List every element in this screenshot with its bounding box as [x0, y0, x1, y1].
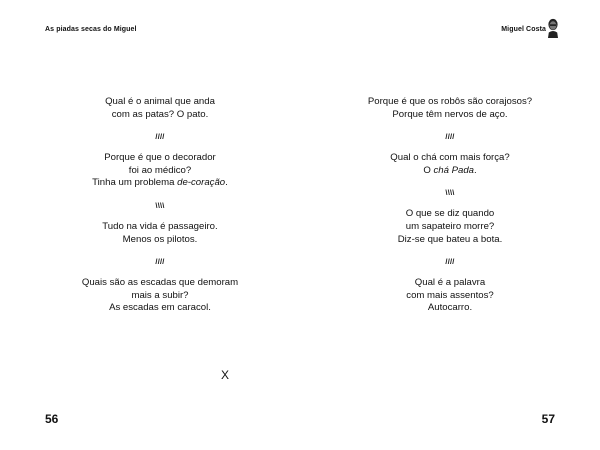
joke-line: [10, 302, 310, 315]
joke-text: com mais assentos?: [406, 289, 494, 301]
joke: [300, 208, 600, 246]
x-mark: X: [221, 368, 230, 382]
joke-text: foi ao médico?: [128, 164, 192, 176]
joke-line: [10, 96, 310, 109]
joke-text: Porque é que os robôs são corajosos?: [367, 96, 533, 107]
joke-text: um sapateiro morre?: [405, 220, 495, 232]
joke-line: [300, 96, 600, 109]
running-head-book-title: As piadas secas do Miguel: [45, 26, 137, 33]
right-page: [300, 0, 600, 450]
running-head-author: Miguel Costa: [501, 26, 546, 33]
joke-text: Menos os pilotos.: [122, 233, 198, 245]
joke-text: Porque é que o decorador: [104, 152, 216, 164]
joke-line: [300, 152, 600, 165]
joke: [10, 221, 310, 246]
page-number-right: 57: [541, 412, 555, 426]
joke-line: [300, 290, 600, 303]
joke-text: O: [423, 164, 434, 176]
page-number-left: 56: [45, 412, 59, 426]
joke-line: [10, 165, 310, 178]
joke-line: [300, 302, 600, 315]
joke-pun-italic: chá Pada: [433, 164, 474, 176]
joke-separator: \\\\: [155, 200, 165, 210]
joke-line: [10, 152, 310, 165]
joke-line: [10, 221, 310, 234]
joke-separator: ////: [155, 132, 165, 142]
joke: [10, 152, 310, 190]
author-portrait-icon: [547, 18, 559, 38]
joke-list: [300, 96, 600, 315]
joke-line: [10, 234, 310, 247]
joke: [300, 152, 600, 177]
joke-text: Tinha um problema: [92, 177, 178, 189]
joke-text: As escadas em caracol.: [109, 302, 211, 314]
joke: [10, 96, 310, 121]
joke: [300, 96, 600, 121]
joke-line: [10, 177, 310, 190]
joke-separator: ////: [155, 257, 165, 267]
joke-text: Porque têm nervos de aço.: [392, 108, 508, 120]
joke-text: Autocarro.: [427, 302, 473, 314]
joke-text: Qual é a palavra: [414, 277, 486, 289]
joke-line: [300, 221, 600, 234]
joke-line: [10, 290, 310, 303]
joke-text: .: [225, 177, 228, 189]
joke-line: [10, 109, 310, 122]
joke-text: O que se diz quando: [405, 208, 495, 220]
joke-text: Tudo na vida é passageiro.: [102, 220, 218, 232]
joke-line: [300, 208, 600, 221]
joke-text: mais a subir?: [131, 289, 189, 301]
joke-line: [10, 277, 310, 290]
joke-line: [300, 277, 600, 290]
joke-separator: ////: [445, 132, 455, 142]
joke: [300, 277, 600, 315]
joke-line: [300, 234, 600, 247]
joke-text: Quais são as escadas que demoram: [81, 277, 239, 289]
joke-text: Qual é o animal que anda: [105, 96, 215, 107]
joke-separator: \\\\: [445, 188, 455, 198]
joke-text: Qual o chá com mais força?: [390, 152, 510, 164]
joke-text: Diz-se que bateu a bota.: [397, 233, 503, 245]
joke-line: [300, 165, 600, 178]
joke-line: [300, 109, 600, 122]
joke-text: .: [474, 164, 477, 176]
joke-text: com as patas? O pato.: [111, 108, 209, 120]
joke-separator: ////: [445, 257, 455, 267]
joke-pun-italic: de-coração: [177, 177, 226, 189]
joke-list: [10, 96, 310, 315]
joke: [10, 277, 310, 315]
